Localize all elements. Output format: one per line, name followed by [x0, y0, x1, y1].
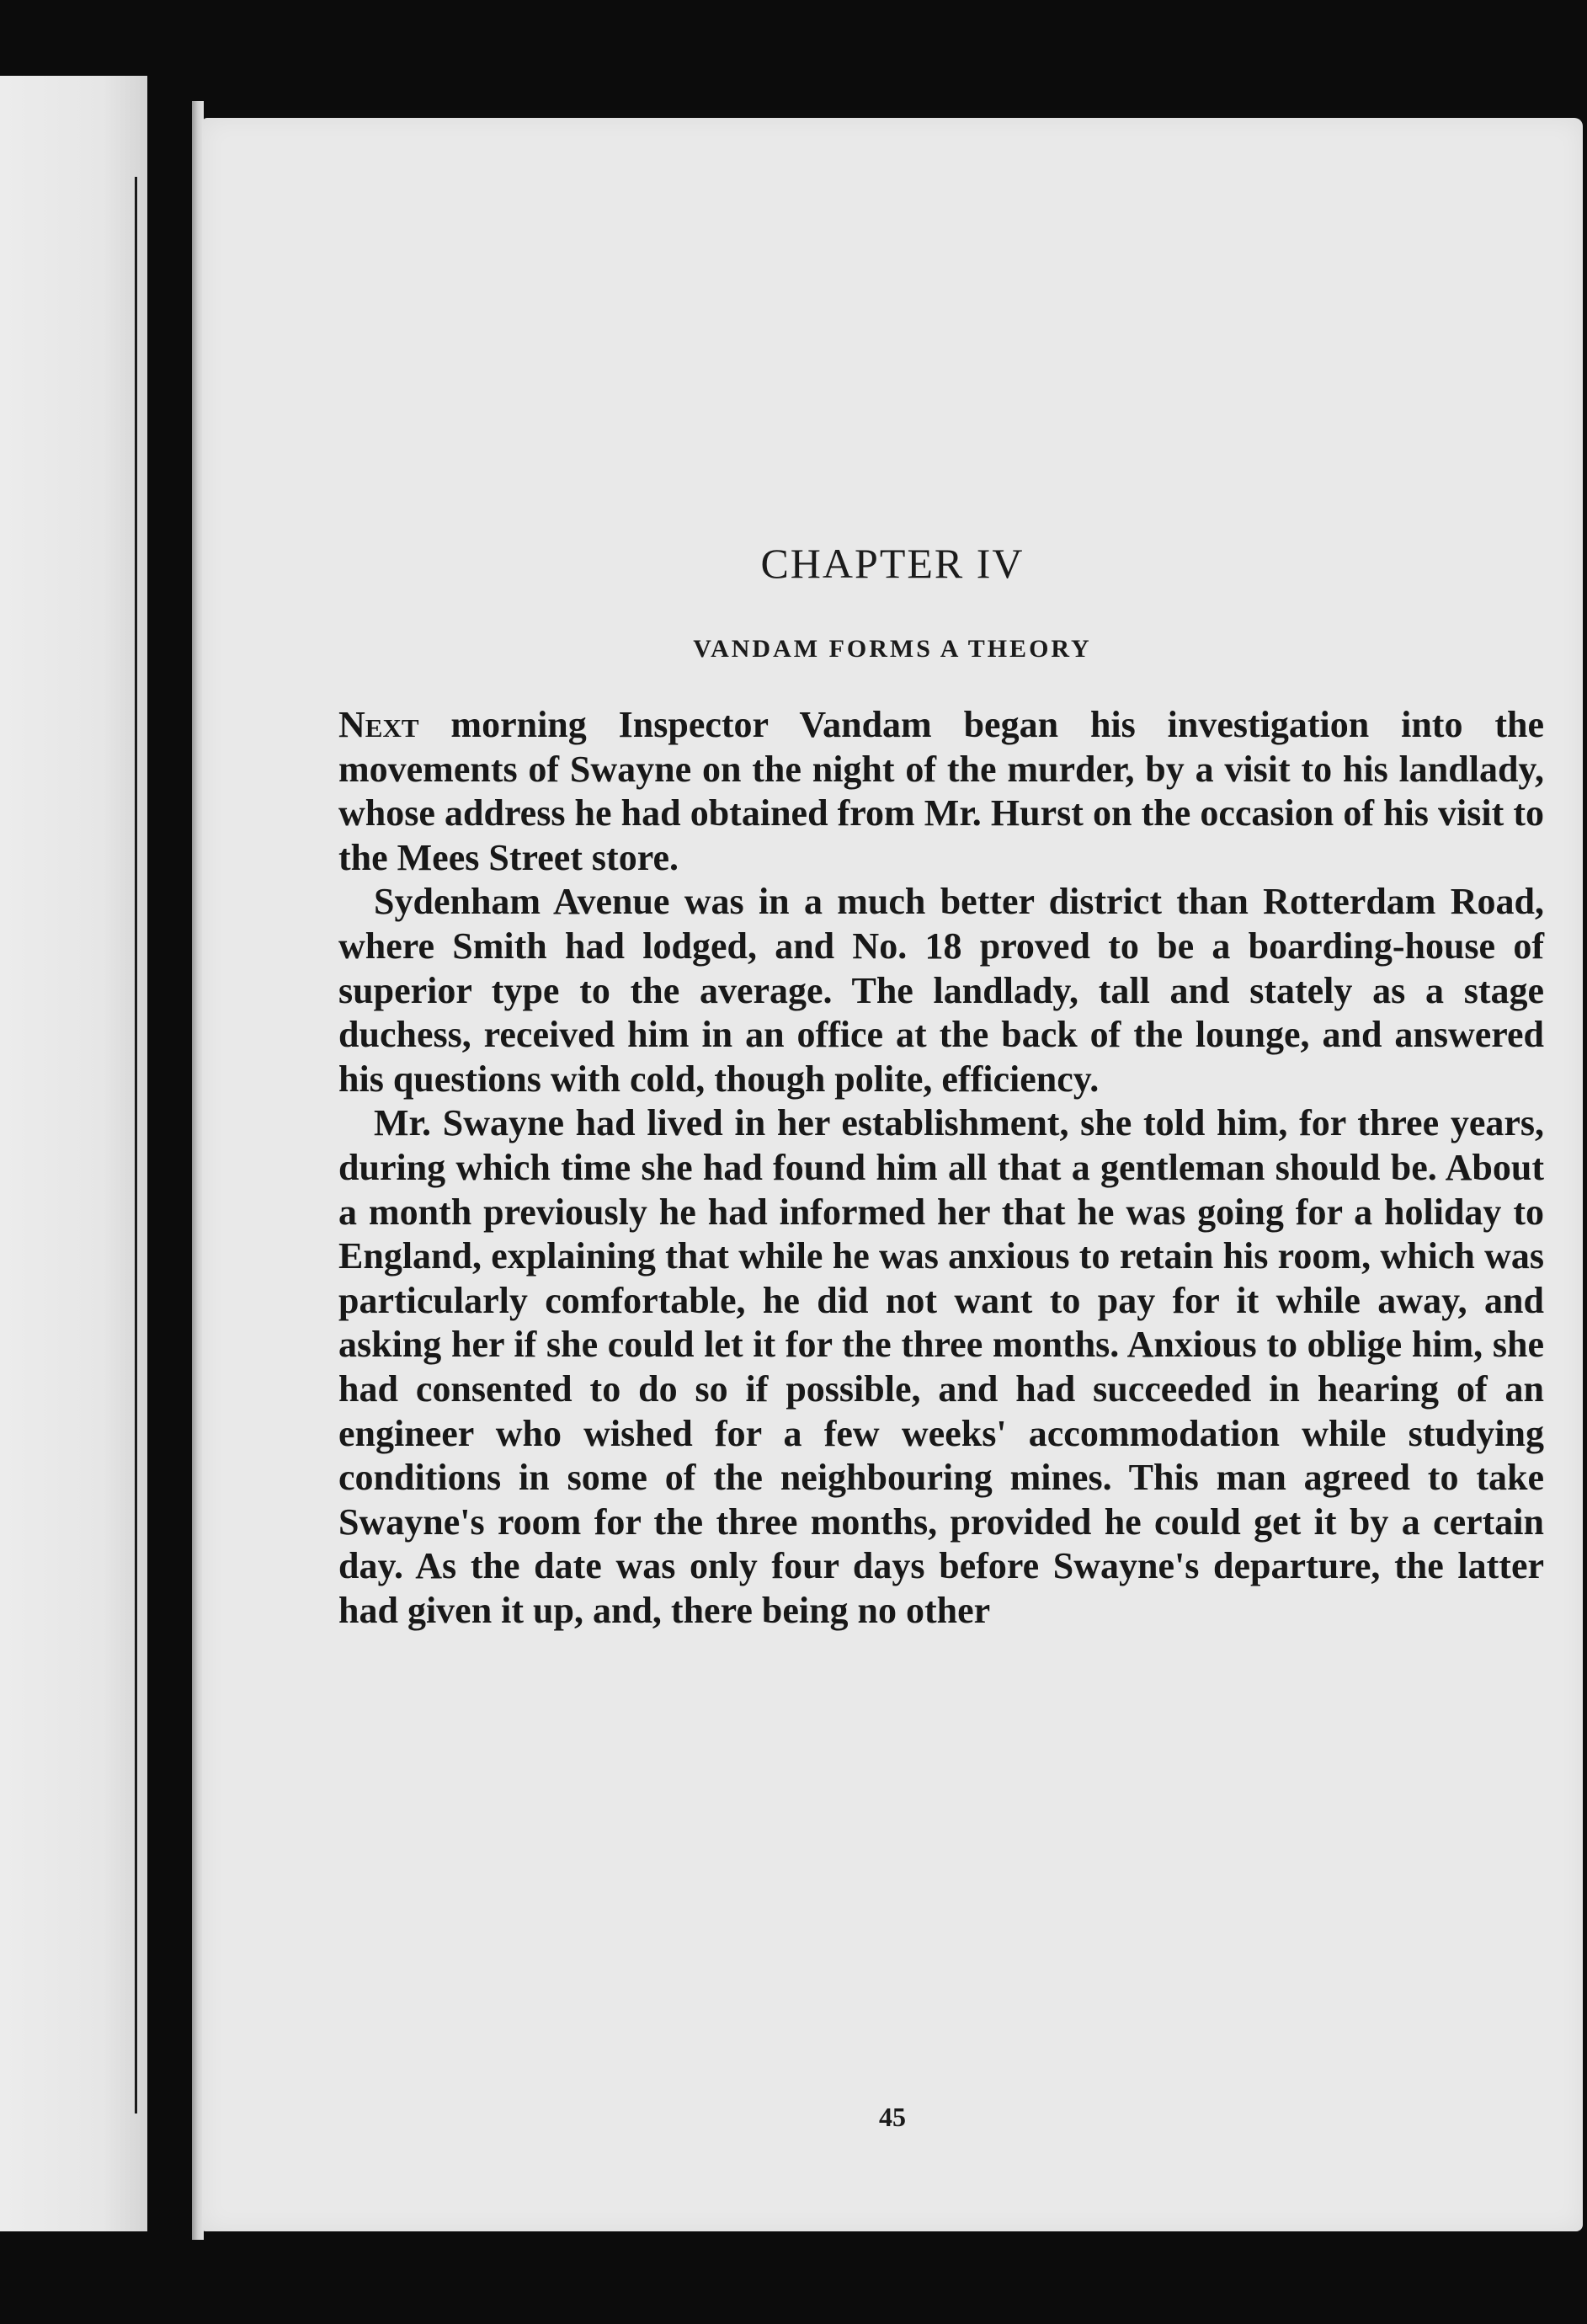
facing-page-edge: [0, 76, 147, 2231]
chapter-title: CHAPTER IV: [760, 540, 1025, 587]
page-number: 45: [879, 2102, 906, 2132]
paragraph-1-text: morning Inspector Vandam began his investigation into the movements of Swayne on the night of the murder, by a visit to his landlady, whose address he had obtained from Mr. Hurst on the occasion of his visit to the Mees Street store.: [338, 704, 1544, 878]
drop-lead-word: Next: [338, 704, 419, 745]
book-page: [202, 118, 1583, 2231]
gutter-line: [135, 177, 137, 2113]
chapter-subtitle: VANDAM FORMS A THEORY: [693, 635, 1092, 663]
paragraph-3: Mr. Swayne had lived in her establishment, she told him, for three years, during which time she had found him all that a gentleman should be. About a month previously he had informed her that he was going for a holiday to England, explaining that while he was anxious to retain his room, which was particularly comfortable, he did not want to pay for it while away, and asking her if she could let it for the three months. Anxious to oblige him, she had consented to do so if possible, and had succeeded in hearing of an engineer who wished for a few weeks' accommodation while studying conditions in some of the neighbouring mines. This man agreed to take Swayne's room for the three months, provided he could get it by a certain day. As the date was only four days before Swayne's departure, the latter had given it up, and, there being no other: [338, 1102, 1544, 1631]
chapter-body: [338, 703, 1544, 1633]
paragraph-1: [338, 703, 1544, 880]
paragraph-2: Sydenham Avenue was in a much better district than Rotterdam Road, where Smith had lodged, and No. 18 proved to be a boarding-house of superior type to the average. The landlady, tall and stately as a stage duchess, received him in an office at the back of the lounge, and answered his questions with cold, though polite, efficiency.: [338, 881, 1544, 1100]
